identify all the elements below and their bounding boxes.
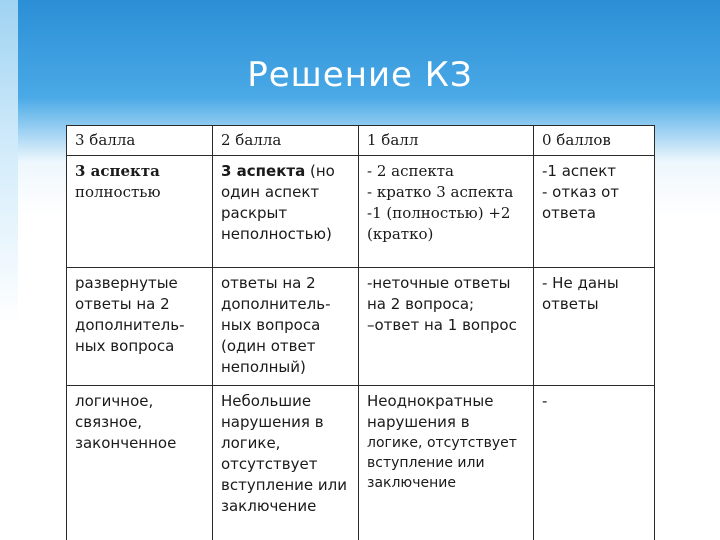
cell-line: нарушения в xyxy=(221,413,324,431)
cell-line: 3 аспекта xyxy=(75,162,160,180)
header-cell-3-points: 3 балла xyxy=(67,126,213,156)
table-cell xyxy=(67,386,213,540)
cell-line: Небольшие xyxy=(221,392,312,410)
cell-line xyxy=(221,161,352,182)
cell-line: ответа xyxy=(542,204,596,222)
table-row xyxy=(67,386,655,540)
table-cell xyxy=(67,268,213,386)
header-cell-0-points: 0 баллов xyxy=(534,126,655,156)
table-cell xyxy=(213,386,359,540)
cell-line: ных вопроса xyxy=(221,316,321,334)
cell-line: заключение xyxy=(367,475,456,491)
cell-line: логичное, xyxy=(75,392,154,410)
table-cell xyxy=(534,386,655,540)
table-header-row xyxy=(67,126,655,156)
cell-line: развернутые xyxy=(75,274,178,292)
table-cell xyxy=(534,268,655,386)
cell-line: заключение xyxy=(221,497,317,515)
cell-line: нарушения в xyxy=(367,413,470,431)
cell-line: - Не даны xyxy=(542,274,619,292)
cell-line: ответы xyxy=(542,295,599,313)
cell-line: раскрыт xyxy=(221,204,288,222)
cell-line: ответы на 2 xyxy=(221,274,316,292)
cell-line: -неточные ответы xyxy=(367,274,511,292)
cell-line: - xyxy=(542,392,548,410)
cell-line: (один ответ xyxy=(221,337,316,355)
table-cell xyxy=(213,156,359,268)
cell-line: логике, отсутствует xyxy=(367,435,517,451)
table-row xyxy=(67,156,655,268)
cell-line: неполностью) xyxy=(221,225,332,243)
slide-title: Решение КЗ xyxy=(247,55,473,95)
cell-line: дополнитель- xyxy=(75,316,185,334)
table-cell xyxy=(67,156,213,268)
cell-line: связное, xyxy=(75,413,143,431)
cell-text: (но xyxy=(305,162,335,180)
table-cell xyxy=(359,156,534,268)
cell-line: логике, xyxy=(221,434,281,452)
cell-line: неполный) xyxy=(221,358,306,376)
cell-line: вступление или xyxy=(221,476,347,494)
cell-line: (кратко) xyxy=(367,225,434,243)
cell-line: полностью xyxy=(75,183,161,201)
grading-table xyxy=(66,125,655,540)
header-cell-2-points: 2 балла xyxy=(213,126,359,156)
cell-line: отсутствует xyxy=(221,455,318,473)
cell-line: ответы на 2 xyxy=(75,295,170,313)
table-cell xyxy=(213,268,359,386)
cell-line: -1 (полностью) +2 xyxy=(367,204,511,222)
cell-line: - отказ от xyxy=(542,183,620,201)
cell-line: законченное xyxy=(75,434,177,452)
cell-line: –ответ на 1 вопрос xyxy=(367,316,517,334)
table-cell xyxy=(359,386,534,540)
cell-line: вступление или xyxy=(367,455,485,471)
cell-line: ных вопроса xyxy=(75,337,175,355)
cell-line: один аспект xyxy=(221,183,320,201)
cell-line: -1 аспект xyxy=(542,162,616,180)
table-row xyxy=(67,268,655,386)
cell-line: Неоднократные xyxy=(367,392,494,410)
table-cell xyxy=(534,156,655,268)
header-cell-1-point: 1 балл xyxy=(359,126,534,156)
cell-line: - кратко 3 аспекта xyxy=(367,183,514,201)
cell-line: на 2 вопроса; xyxy=(367,295,475,313)
cell-line: дополнитель- xyxy=(221,295,331,313)
table-cell xyxy=(359,268,534,386)
cell-text: 3 аспекта xyxy=(221,162,306,180)
cell-line: - 2 аспекта xyxy=(367,162,454,180)
